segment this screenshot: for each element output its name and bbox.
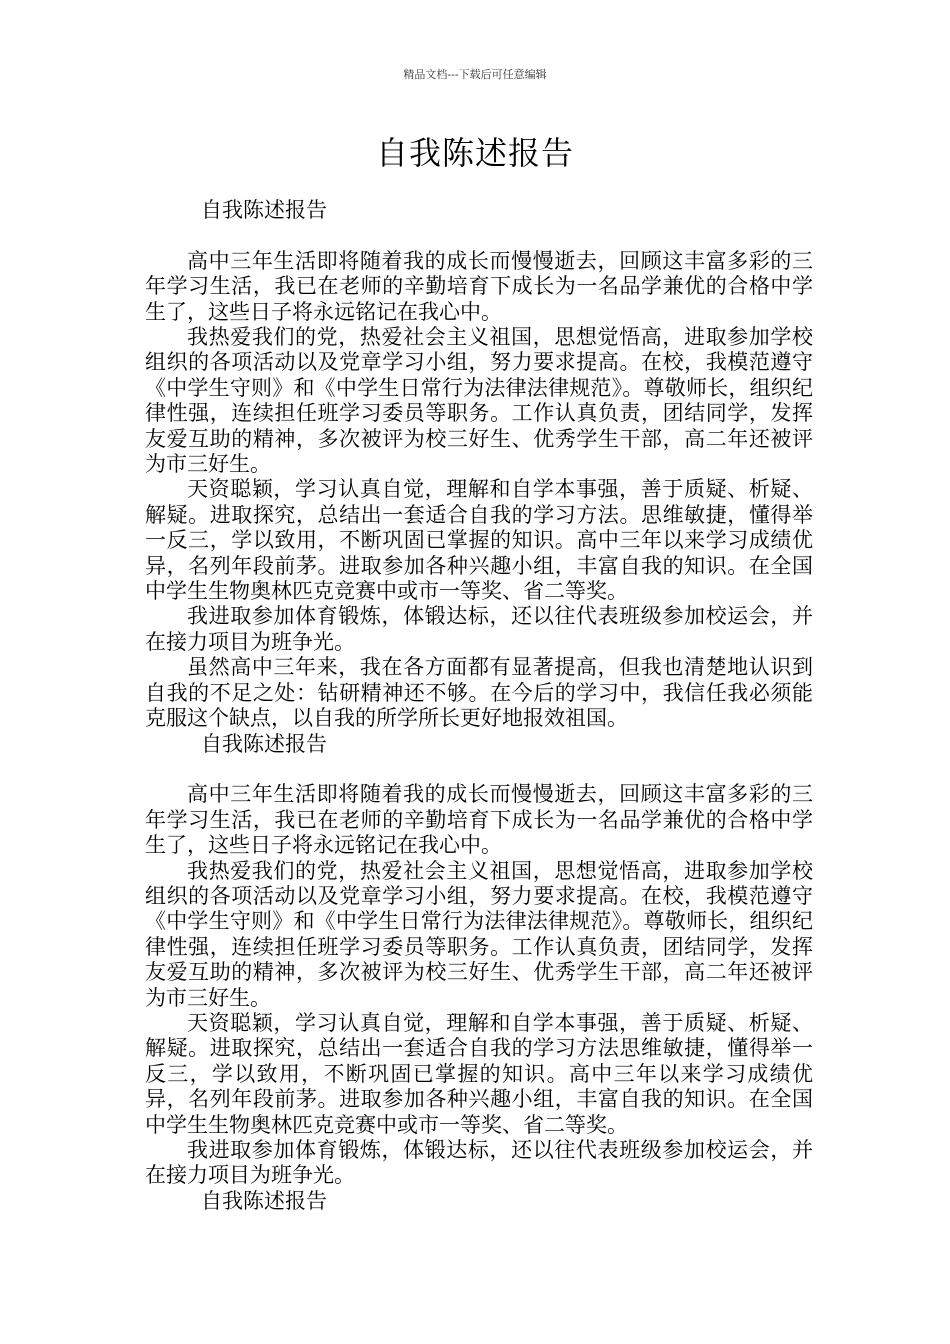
paragraph: 天资聪颖，学习认真自觉，理解和自学本事强，善于质疑、析疑、解疑。进取探究，总结出一套适合自我的学习方法。思维敏捷，懂得举一反三，学以致用，不断巩固已掌握的知识。高中三年以来学习成绩优异，名列年段前茅。进取参加各种兴趣小组，丰富自我的知识。在全国中学生生物奥林匹克竞赛中或市一等奖、省二等奖。	[145, 477, 813, 604]
paragraph: 虽然高中三年来，我在各方面都有显著提高，但我也清楚地认识到自我的不足之处：钻研精神还不够。在今后的学习中，我信任我必须能克服这个缺点，以自我的所学所长更好地报效祖国。	[145, 655, 813, 731]
section-heading: 自我陈述报告	[201, 731, 327, 756]
paragraph: 我进取参加体育锻炼，体锻达标，还以往代表班级参加校运会，并在接力项目为班争光。	[145, 1138, 813, 1188]
paragraph: 我热爱我们的党，热爱社会主义祖国，思想觉悟高，进取参加学校组织的各项活动以及党章学习小组，努力要求提高。在校，我模范遵守《中学生守则》和《中学生日常行为法律法律规范》。尊敬师长，组织纪律性强，连续担任班学习委员等职务。工作认真负责，团结同学，发挥友爱互助的精神，多次被评为校三好生、优秀学生干部，高二年还被评为市三好生。	[145, 858, 813, 1010]
document-title: 自我陈述报告	[375, 134, 574, 172]
section-heading: 自我陈述报告	[201, 1188, 327, 1213]
page-header: 精品文档---下载后可任意编辑	[403, 68, 547, 81]
paragraph: 高中三年生活即将随着我的成长而慢慢逝去，回顾这丰富多彩的三年学习生活，我已在老师的辛勤培育下成长为一名品学兼优的合格中学生了，这些日子将永远铭记在我心中。	[145, 782, 813, 858]
document-body	[145, 198, 813, 1214]
section-heading: 自我陈述报告	[201, 198, 327, 222]
paragraph: 高中三年生活即将随着我的成长而慢慢逝去，回顾这丰富多彩的三年学习生活，我已在老师的辛勤培育下成长为一名品学兼优的合格中学生了，这些日子将永远铭记在我心中。	[145, 248, 813, 324]
paragraph: 我进取参加体育锻炼，体锻达标，还以往代表班级参加校运会，并在接力项目为班争光。	[145, 604, 813, 654]
blank-line	[145, 223, 813, 248]
paragraph: 我热爱我们的党，热爱社会主义祖国，思想觉悟高，进取参加学校组织的各项活动以及党章学习小组，努力要求提高。在校，我模范遵守《中学生守则》和《中学生日常行为法律法律规范》。尊敬师长，组织纪律性强，连续担任班学习委员等职务。工作认真负责，团结同学，发挥友爱互助的精神，多次被评为校三好生、优秀学生干部，高二年还被评为市三好生。	[145, 325, 813, 477]
blank-line	[145, 757, 813, 782]
paragraph: 天资聪颖，学习认真自觉，理解和自学本事强，善于质疑、析疑、解疑。进取探究，总结出一套适合自我的学习方法思维敏捷，懂得举一反三，学以致用，不断巩固已掌握的知识。高中三年以来学习成绩优异，名列年段前茅。进取参加各种兴趣小组，丰富自我的知识。在全国中学生生物奥林匹克竞赛中或市一等奖、省二等奖。	[145, 1010, 813, 1137]
